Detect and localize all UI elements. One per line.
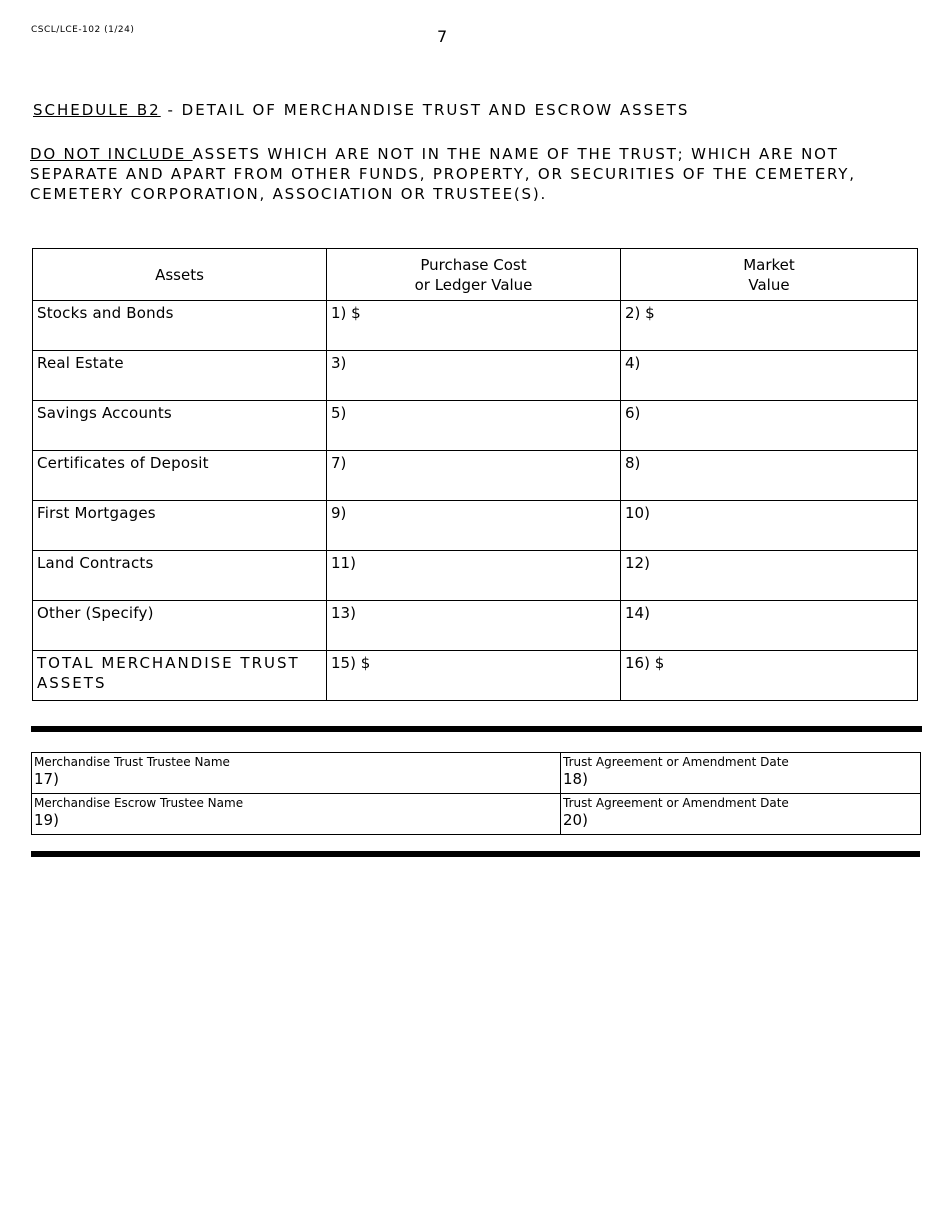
total-label: TOTAL MERCHANDISE TRUST ASSETS bbox=[33, 651, 327, 701]
market-value-field[interactable]: 4) bbox=[621, 351, 918, 401]
asset-label: Certificates of Deposit bbox=[33, 451, 327, 501]
trust-agreement-date-field[interactable] bbox=[561, 753, 921, 794]
market-value-field[interactable]: 8) bbox=[621, 451, 918, 501]
table-row bbox=[33, 451, 918, 501]
purchase-cost-column-header: Purchase Cost or Ledger Value bbox=[327, 249, 621, 301]
field-number: 18) bbox=[563, 770, 588, 788]
merchandise-escrow-trustee-field[interactable] bbox=[32, 794, 561, 835]
field-number: 20) bbox=[563, 811, 588, 829]
escrow-agreement-date-field[interactable] bbox=[561, 794, 921, 835]
market-value-field[interactable]: 2) $ bbox=[621, 301, 918, 351]
section-divider bbox=[31, 726, 922, 732]
trustee-row bbox=[32, 753, 921, 794]
schedule-title: - DETAIL OF MERCHANDISE TRUST AND ESCROW ASSETS bbox=[160, 101, 690, 119]
purchase-cost-field[interactable]: 1) $ bbox=[327, 301, 621, 351]
purchase-cost-field[interactable]: 3) bbox=[327, 351, 621, 401]
merchandise-trust-trustee-field[interactable] bbox=[32, 753, 561, 794]
form-id: CSCL/LCE-102 (1/24) bbox=[31, 25, 135, 35]
total-market-value-field[interactable]: 16) $ bbox=[621, 651, 918, 701]
section-divider bbox=[31, 851, 920, 857]
market-value-column-header: Market Value bbox=[621, 249, 918, 301]
field-label: Merchandise Trust Trustee Name bbox=[34, 755, 230, 769]
market-value-field[interactable]: 14) bbox=[621, 601, 918, 651]
purchase-cost-field[interactable]: 13) bbox=[327, 601, 621, 651]
asset-label: Other (Specify) bbox=[33, 601, 327, 651]
total-row bbox=[33, 651, 918, 701]
table-row bbox=[33, 601, 918, 651]
field-label: Trust Agreement or Amendment Date bbox=[563, 796, 789, 810]
purchase-cost-field[interactable]: 7) bbox=[327, 451, 621, 501]
notice-emphasis: DO NOT INCLUDE bbox=[30, 145, 193, 163]
page-number: 7 bbox=[437, 27, 448, 46]
asset-label: First Mortgages bbox=[33, 501, 327, 551]
asset-label: Savings Accounts bbox=[33, 401, 327, 451]
assets-column-header: Assets bbox=[33, 249, 327, 301]
purchase-cost-field[interactable]: 9) bbox=[327, 501, 621, 551]
exclusion-notice bbox=[30, 144, 920, 204]
purchase-cost-field[interactable]: 5) bbox=[327, 401, 621, 451]
market-value-field[interactable]: 10) bbox=[621, 501, 918, 551]
table-row bbox=[33, 301, 918, 351]
trustee-row bbox=[32, 794, 921, 835]
notice-text: ASSETS WHICH ARE NOT IN THE NAME OF THE TRUST; WHICH ARE NOT SEPARATE AND APART FROM OTHER FUNDS, PROPERTY, OR SECURITIES OF THE CEMETERY, CEMETERY CORPORATION, ASSOCIATION OR TRUSTEE(S). bbox=[30, 145, 856, 203]
asset-label: Real Estate bbox=[33, 351, 327, 401]
market-value-field[interactable]: 12) bbox=[621, 551, 918, 601]
trustee-table bbox=[31, 752, 921, 835]
field-label: Merchandise Escrow Trustee Name bbox=[34, 796, 244, 810]
asset-label: Stocks and Bonds bbox=[33, 301, 327, 351]
schedule-label: SCHEDULE B2 bbox=[33, 101, 161, 119]
table-row bbox=[33, 351, 918, 401]
table-row bbox=[33, 401, 918, 451]
total-purchase-cost-field[interactable]: 15) $ bbox=[327, 651, 621, 701]
assets-table bbox=[32, 248, 918, 701]
table-row bbox=[33, 501, 918, 551]
field-number: 19) bbox=[34, 811, 59, 829]
field-label: Trust Agreement or Amendment Date bbox=[563, 755, 789, 769]
purchase-cost-field[interactable]: 11) bbox=[327, 551, 621, 601]
schedule-heading bbox=[33, 101, 689, 119]
field-number: 17) bbox=[34, 770, 59, 788]
market-value-field[interactable]: 6) bbox=[621, 401, 918, 451]
table-row bbox=[33, 551, 918, 601]
asset-label: Land Contracts bbox=[33, 551, 327, 601]
assets-header-row bbox=[33, 249, 918, 301]
